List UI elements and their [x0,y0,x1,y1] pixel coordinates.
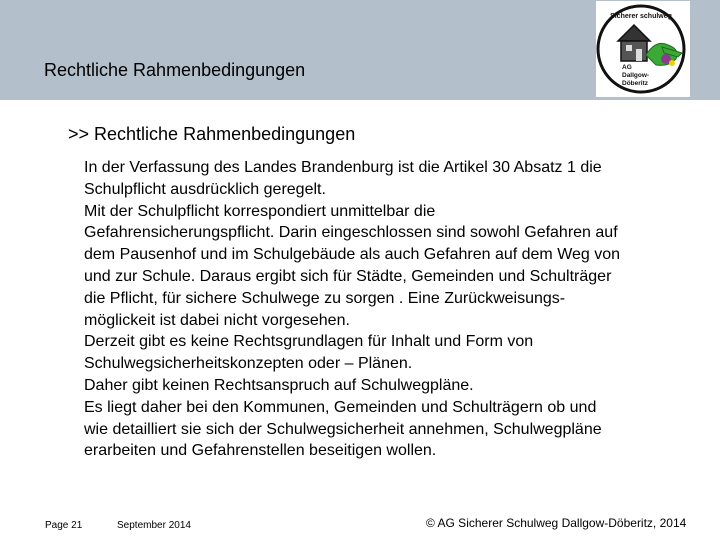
footer-copyright: © AG Sicherer Schulweg Dallgow-Döberitz, 2014 [426,516,687,530]
body-line: dem Pausenhof und im Schulgebäude als auch Gefahren auf dem Weg von [84,246,621,264]
header-bar [0,0,720,100]
body-line: Derzeit gibt es keine Rechtsgrundlagen für Inhalt und Form von [84,333,534,351]
body-line: Schulpflicht ausdrücklich geregelt. [84,180,326,198]
logo-line3: Döberitz [622,80,648,87]
body-line: Es liegt daher bei den Kommunen, Gemeinden und Schulträgern ob und [84,398,597,416]
logo-line1: AG [622,64,632,71]
body-line: erarbeiten und Gefahrenstellen beseitigen wollen. [84,442,437,460]
body-line: und zur Schule. Daraus ergibt sich für Städte, Gemeinden und Schulträger [84,267,612,285]
body-line: die Pflicht, für sichere Schulwege zu sorgen . Eine Zurückweisungs- [84,289,566,307]
body-line: In der Verfassung des Landes Brandenburg ist die Artikel 30 Absatz 1 die [84,159,602,176]
body-line: Gefahrensicherungspflicht. Darin eingeschlossen sind sowohl Gefahren auf [84,224,618,242]
section-subtitle: >> Rechtliche Rahmenbedingungen [68,124,356,144]
body-text [84,157,704,462]
body-line: Mit der Schulpflicht korrespondiert unmittelbar die [84,202,436,220]
logo [596,1,690,97]
footer-date: September 2014 [117,520,191,531]
body-line: wie detailliert sie sich der Schulwegsicherheit annehmen, Schulwegpläne [84,420,602,438]
body-line: Daher gibt keinen Rechtsanspruch auf Schulwegpläne. [84,376,474,394]
logo-line2: Dallgow- [622,72,650,79]
logo-top-text: Sicherer schulweg [610,13,672,20]
page-number: Page 21 [45,520,83,531]
body-line: Schulwegsicherheitskonzepten oder – Plänen. [84,355,413,373]
body-line: möglickeit ist dabei nicht vorgesehen. [84,311,350,329]
house-and-crocodile-logo-icon [596,1,690,97]
page-title: Rechtliche Rahmenbedingungen [44,60,306,80]
